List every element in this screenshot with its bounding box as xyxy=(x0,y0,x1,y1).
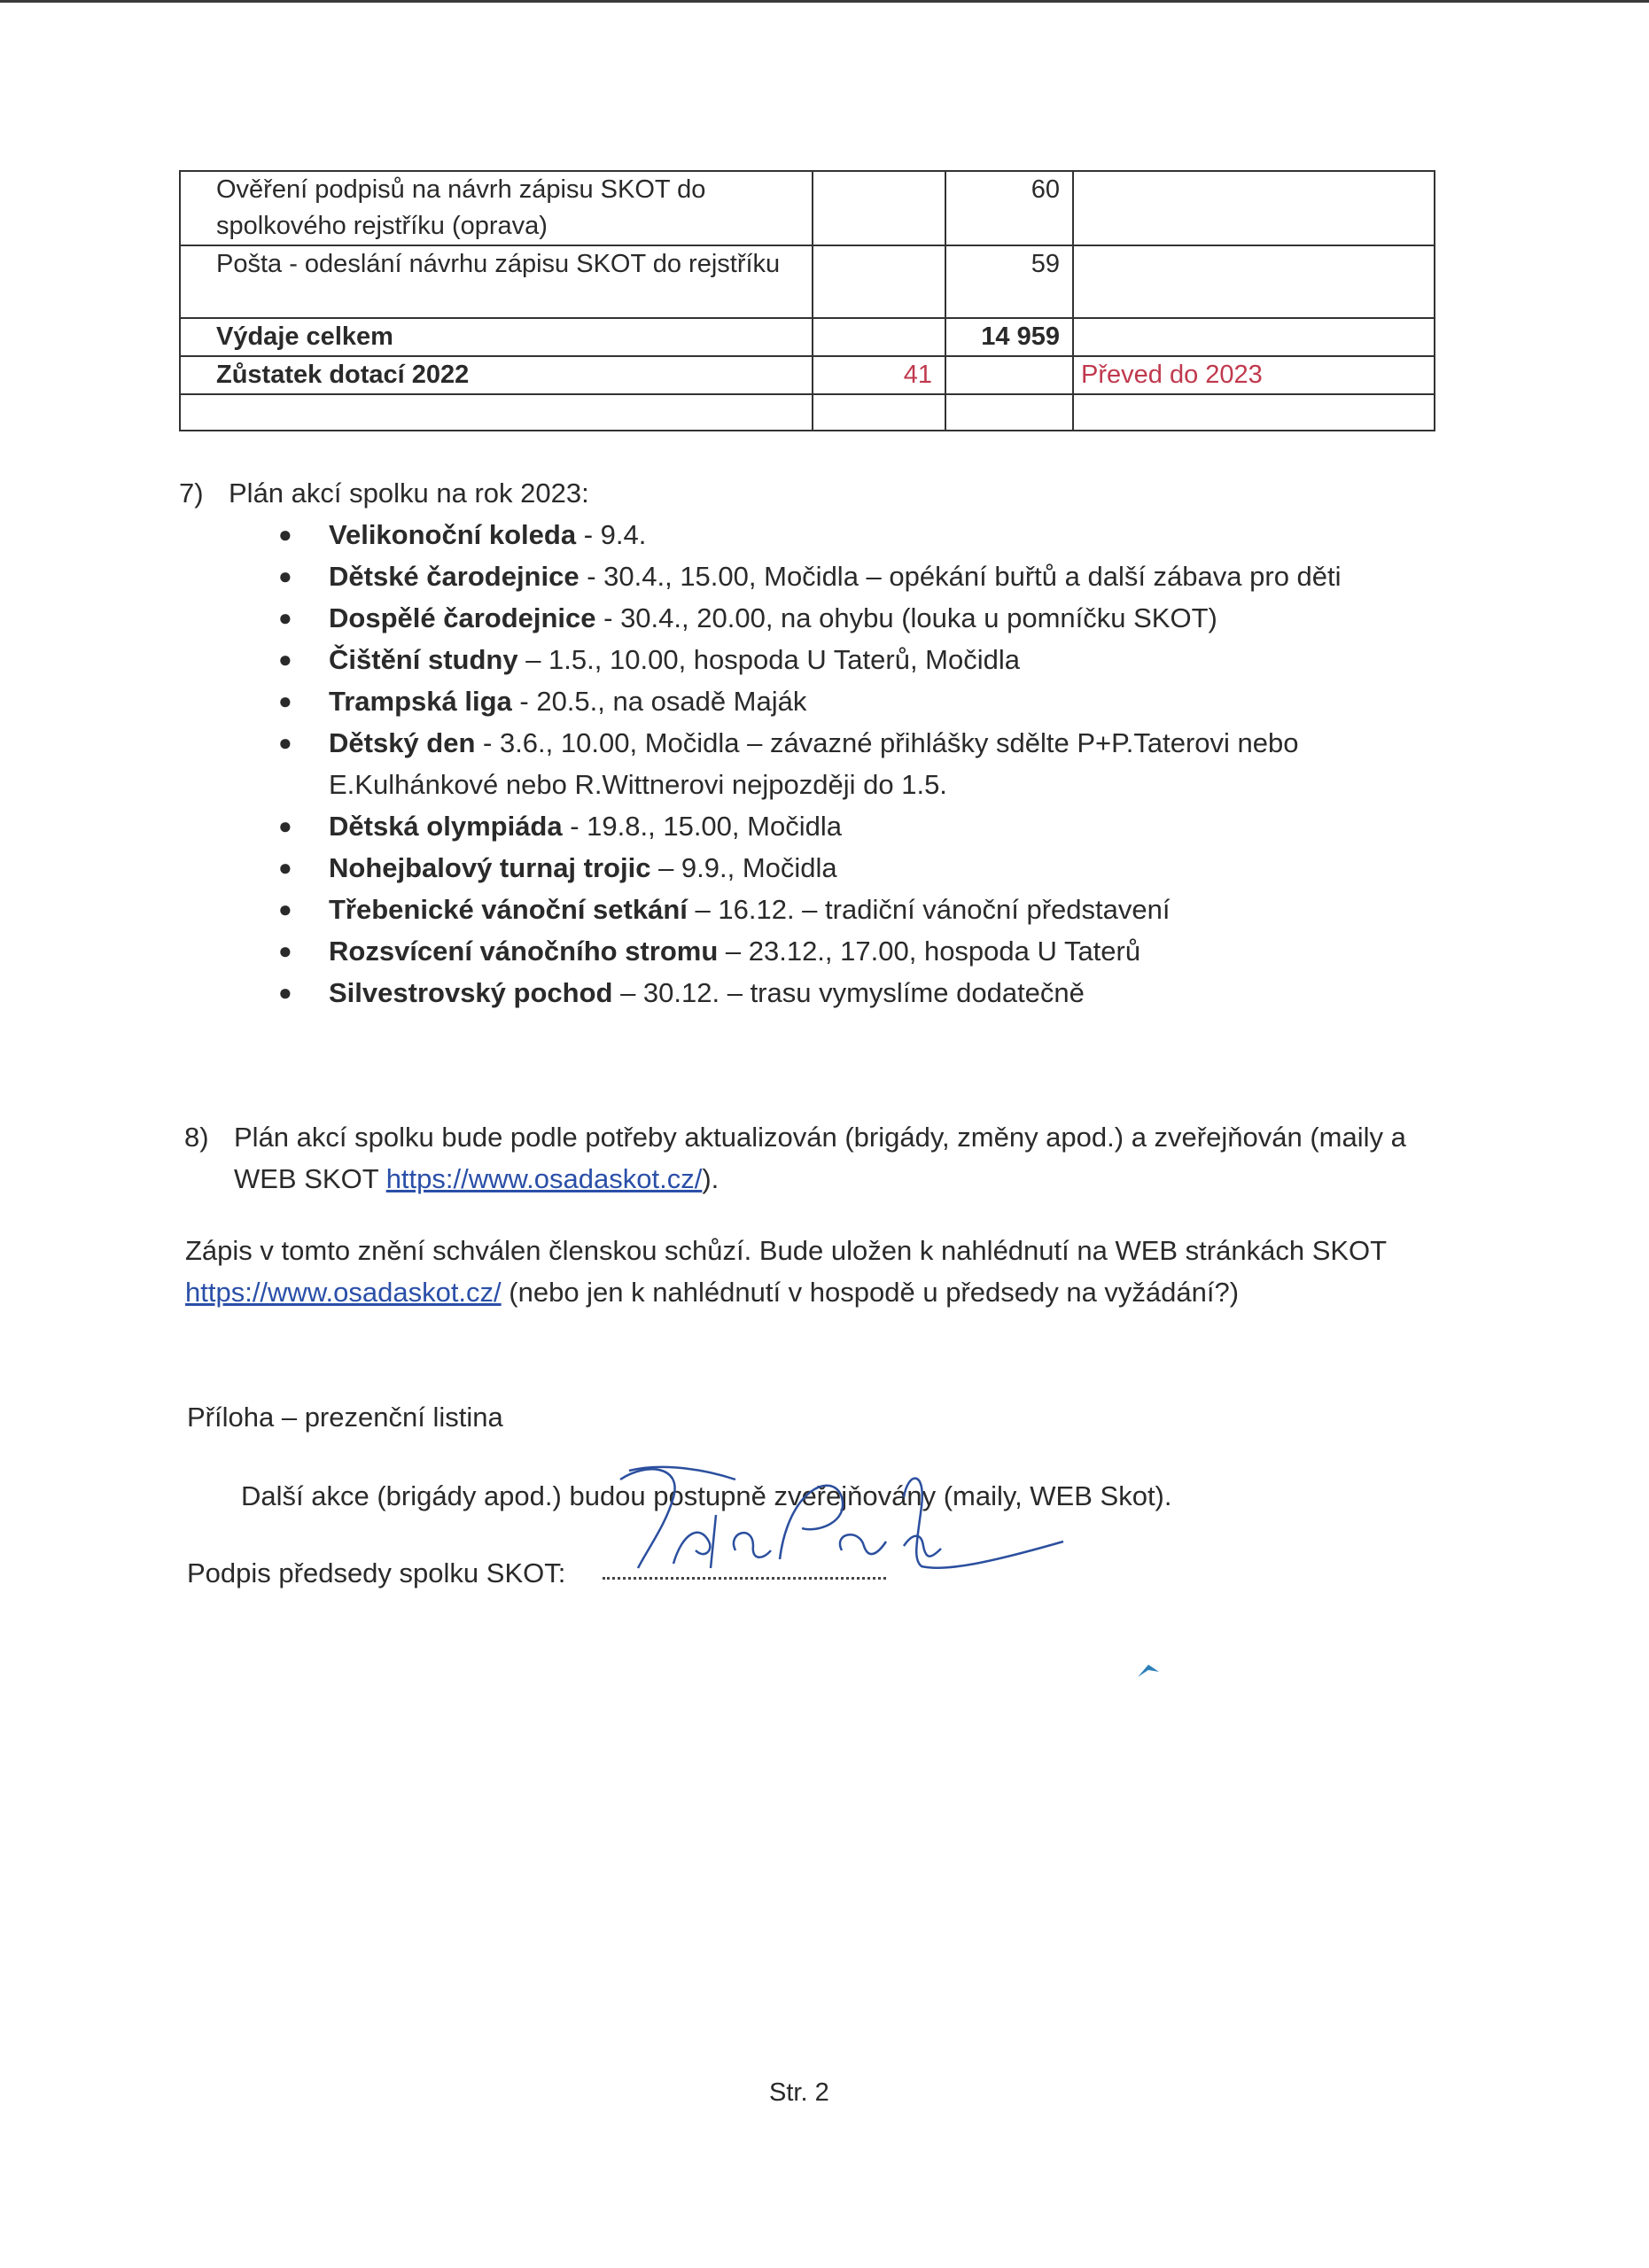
cell-description xyxy=(180,356,813,394)
cell-description-text: Pošta - odeslání návrhu zápisu SKOT do rejstříku xyxy=(216,250,781,278)
cell-note xyxy=(1073,356,1435,394)
event-title: Silvestrovský pochod xyxy=(329,977,613,1008)
cell-note xyxy=(1073,171,1435,245)
event-title: Rozsvícení vánočního stromu xyxy=(329,936,719,967)
event-details: – 1.5., 10.00, hospoda U Taterů, Močidla xyxy=(517,644,1020,675)
text-after: (nebo jen k nahlédnutí v hospodě u předsedy na vyžádání?) xyxy=(501,1277,1240,1308)
section-number: 8) xyxy=(184,1122,209,1153)
event-title: Velikonoční koleda xyxy=(329,519,577,550)
section-title: Plán akcí spolku na rok 2023: xyxy=(229,478,589,509)
cell-description-text: Výdaje celkem xyxy=(216,322,393,351)
cell-amount-a-text: 41 xyxy=(903,361,932,389)
handwritten-signature xyxy=(611,1462,1072,1595)
cell-amount-a xyxy=(813,245,945,318)
event-title: Nohejbalový turnaj trojic xyxy=(329,852,651,883)
cell-amount-b xyxy=(945,318,1073,356)
text-after: ). xyxy=(702,1163,719,1194)
bullet-icon: ● xyxy=(278,563,292,589)
bullet-icon: ● xyxy=(278,896,292,922)
cell-description-text: Ověření podpisů na návrh zápisu SKOT do spolkového rejstříku (oprava) xyxy=(216,175,706,240)
event-details: - 20.5., na osadě Maják xyxy=(511,686,807,717)
cell-amount-a xyxy=(813,171,945,245)
cell-amount-b xyxy=(945,356,1073,394)
event-item xyxy=(278,639,1466,680)
event-item xyxy=(278,555,1466,597)
cell-note xyxy=(1073,245,1435,318)
event-title: Čištění studny xyxy=(329,644,518,675)
cell-amount-b-text: 14 959 xyxy=(981,322,1060,351)
signature-label: Podpis předsedy spolku SKOT: xyxy=(187,1557,566,1588)
web-link[interactable]: https://www.osadaskot.cz/ xyxy=(385,1163,703,1194)
cell-note-text: Převed do 2023 xyxy=(1081,361,1263,389)
table-row xyxy=(180,171,1435,245)
approval-text xyxy=(185,1230,1470,1313)
events-list xyxy=(278,514,1466,1014)
event-details: – 30.12. – trasu vymyslíme dodatečně xyxy=(612,977,1085,1008)
cell-amount-b xyxy=(945,394,1073,431)
section-text xyxy=(234,1116,1474,1200)
cell-note xyxy=(1073,394,1435,431)
table-row xyxy=(180,318,1435,356)
event-item xyxy=(278,930,1466,972)
event-title: Třebenické vánoční setkání xyxy=(329,894,688,925)
bullet-icon: ● xyxy=(278,604,292,631)
bullet-icon: ● xyxy=(278,812,292,839)
more-events-note: Další akce (brigády apod.) budou postupně zveřejňovány (maily, WEB Skot). xyxy=(241,1480,1172,1511)
event-details: – 16.12. – tradiční vánoční představení xyxy=(687,894,1171,925)
expenses-table xyxy=(179,170,1435,431)
event-details: - 30.4., 20.00, na ohybu (louka u pomníčku SKOT) xyxy=(595,602,1217,633)
scan-edge-line xyxy=(0,0,1649,3)
cell-amount-a xyxy=(813,356,945,394)
attachment-note: Příloha – prezenční listina xyxy=(187,1402,503,1433)
cell-amount-b xyxy=(945,171,1073,245)
bullet-icon: ● xyxy=(278,937,292,964)
cell-amount-a xyxy=(813,318,945,356)
event-details: - 19.8., 15.00, Močidla xyxy=(562,811,842,842)
bullet-icon: ● xyxy=(278,854,292,881)
event-item xyxy=(278,514,1466,555)
bullet-icon: ● xyxy=(278,646,292,672)
event-item xyxy=(278,680,1466,722)
event-title: Dětské čarodejnice xyxy=(329,561,579,592)
event-details: – 9.9., Močidla xyxy=(650,852,837,883)
bullet-icon: ● xyxy=(278,729,292,756)
event-item xyxy=(278,889,1466,930)
event-details: – 23.12., 17.00, hospoda U Taterů xyxy=(718,936,1141,967)
event-title: Dětský den xyxy=(329,727,476,758)
cell-amount-b-text: 59 xyxy=(1031,250,1060,278)
cell-description-text: Zůstatek dotací 2022 xyxy=(216,361,470,389)
event-details: - 9.4. xyxy=(576,519,647,550)
event-item xyxy=(278,722,1466,805)
section-number: 7) xyxy=(179,478,204,509)
table-row xyxy=(180,394,1435,431)
cell-description xyxy=(180,394,813,431)
event-details: - 30.4., 15.00, Močidla – opékání buřtů a další zábava pro děti xyxy=(579,561,1342,592)
text-before: Zápis v tomto znění schválen členskou schůzí. Bude uložen k nahlédnutí na WEB stránkách SKOT xyxy=(185,1235,1387,1266)
cell-note xyxy=(1073,318,1435,356)
bullet-icon: ● xyxy=(278,979,292,1006)
table-row xyxy=(180,245,1435,318)
event-details: - 3.6., 10.00, Močidla – závazné přihlášky sdělte P+P.Taterovi nebo E.Kulhánkové nebo R.Wittnerovi nejpozději do 1.5. xyxy=(329,727,1299,800)
text-before: Plán akcí spolku bude podle potřeby aktualizován (brigády, změny apod.) a zveřejňován (maily a WEB SKOT xyxy=(234,1122,1406,1194)
event-title: Dospělé čarodejnice xyxy=(329,602,596,633)
event-item xyxy=(278,972,1466,1014)
cell-amount-a xyxy=(813,394,945,431)
cell-description xyxy=(180,245,813,318)
ink-mark xyxy=(1136,1661,1163,1679)
event-item xyxy=(278,597,1466,639)
event-item xyxy=(278,805,1466,847)
bullet-icon: ● xyxy=(278,687,292,714)
event-title: Trampská liga xyxy=(329,686,512,717)
cell-description xyxy=(180,171,813,245)
cell-amount-b xyxy=(945,245,1073,318)
web-link[interactable]: https://www.osadaskot.cz/ xyxy=(185,1277,502,1308)
bullet-icon: ● xyxy=(278,521,292,548)
page-number: Str. 2 xyxy=(769,2078,829,2107)
table-row xyxy=(180,356,1435,394)
event-item xyxy=(278,847,1466,889)
cell-amount-b-text: 60 xyxy=(1031,175,1060,204)
cell-description xyxy=(180,318,813,356)
event-title: Dětská olympiáda xyxy=(329,811,563,842)
